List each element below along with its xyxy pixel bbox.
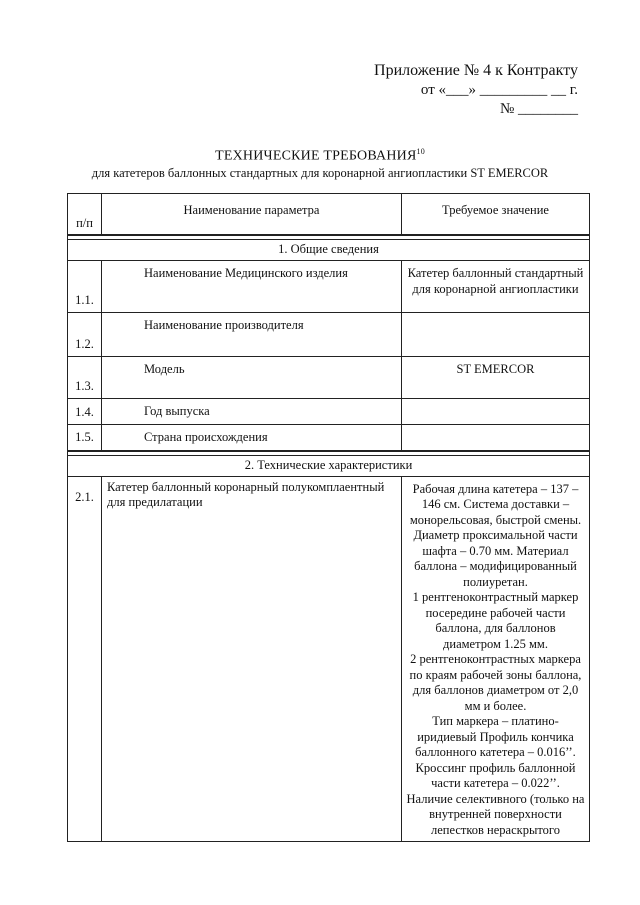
row-num: 1.4.	[68, 399, 102, 425]
title-text: ТЕХНИЧЕСКИЕ ТРЕБОВАНИЯ	[215, 148, 417, 164]
section-title: 1. Общие сведения	[68, 240, 590, 261]
row-value: ST EMERCOR	[402, 357, 590, 399]
value-paragraph: Наличие селективного (только на внутренней поверхности лепестков нераскрытого	[406, 791, 585, 837]
row-name: Модель	[102, 357, 402, 399]
annex-line-number: № ________	[499, 101, 578, 117]
row-value	[402, 313, 590, 357]
document-title	[0, 147, 640, 165]
section-row	[68, 455, 590, 476]
value-paragraph: 1 рентгеноконтрастный маркер посередине рабочей части баллона, для баллонов диаметром 1.25 мм.	[412, 590, 579, 651]
row-name: Наименование Медицинского изделия	[102, 261, 402, 313]
table-header-row	[68, 194, 590, 236]
table-row	[68, 476, 590, 841]
section-title: 2. Технические характеристики	[68, 455, 590, 476]
table-row	[68, 399, 590, 425]
header-name: Наименование параметра	[102, 194, 402, 236]
table-row	[68, 313, 590, 357]
annex-line-contract: Приложение № 4 к Контракту	[374, 62, 578, 79]
row-num: 1.5.	[68, 425, 102, 451]
row-num: 1.2.	[68, 313, 102, 357]
value-paragraph: 2 рентгеноконтрастных маркера по краям рабочей зоны баллона, для баллонов диаметром от 2,0 мм и более.	[409, 652, 582, 713]
value-paragraph: Тип маркера – платино-иридиевый Профиль кончика баллонного катетера – 0.016’’.	[415, 714, 576, 759]
annex-line-date: от «___» _________ __ г.	[420, 82, 578, 98]
value-paragraph: Рабочая длина катетера – 137 – 146 см. Система доставки – монорельсовая, быстрой смены. Диаметр проксимальной части шафта – 0.70 мм. Материал баллона – модифицированный полиуретан.	[409, 481, 582, 589]
row-value	[402, 399, 590, 425]
table-row	[68, 261, 590, 313]
row-value	[402, 476, 590, 841]
row-num: 2.1.	[68, 476, 102, 841]
table-row	[68, 425, 590, 451]
row-num: 1.1.	[68, 261, 102, 313]
header-value: Требуемое значение	[402, 194, 590, 236]
table-row	[68, 357, 590, 399]
row-name: Катетер баллонный коронарный полукомплаентный для предилатации	[102, 476, 402, 841]
row-name: Год выпуска	[102, 399, 402, 425]
row-num: 1.3.	[68, 357, 102, 399]
title-footnote: 10	[416, 147, 425, 156]
row-value: Катетер баллонный стандартный для коронарной ангиопластики	[402, 261, 590, 313]
document-subtitle: для катетеров баллонных стандартных для коронарной ангиопластики ST EMERCOR	[91, 166, 549, 180]
row-name: Страна происхождения	[102, 425, 402, 451]
row-name: Наименование производителя	[102, 313, 402, 357]
section-row	[68, 240, 590, 261]
header-num: п/п	[68, 194, 102, 236]
requirements-table	[67, 193, 590, 842]
value-paragraph: Кроссинг профиль баллонной части катетера – 0.022’’.	[415, 760, 576, 790]
row-value	[402, 425, 590, 451]
